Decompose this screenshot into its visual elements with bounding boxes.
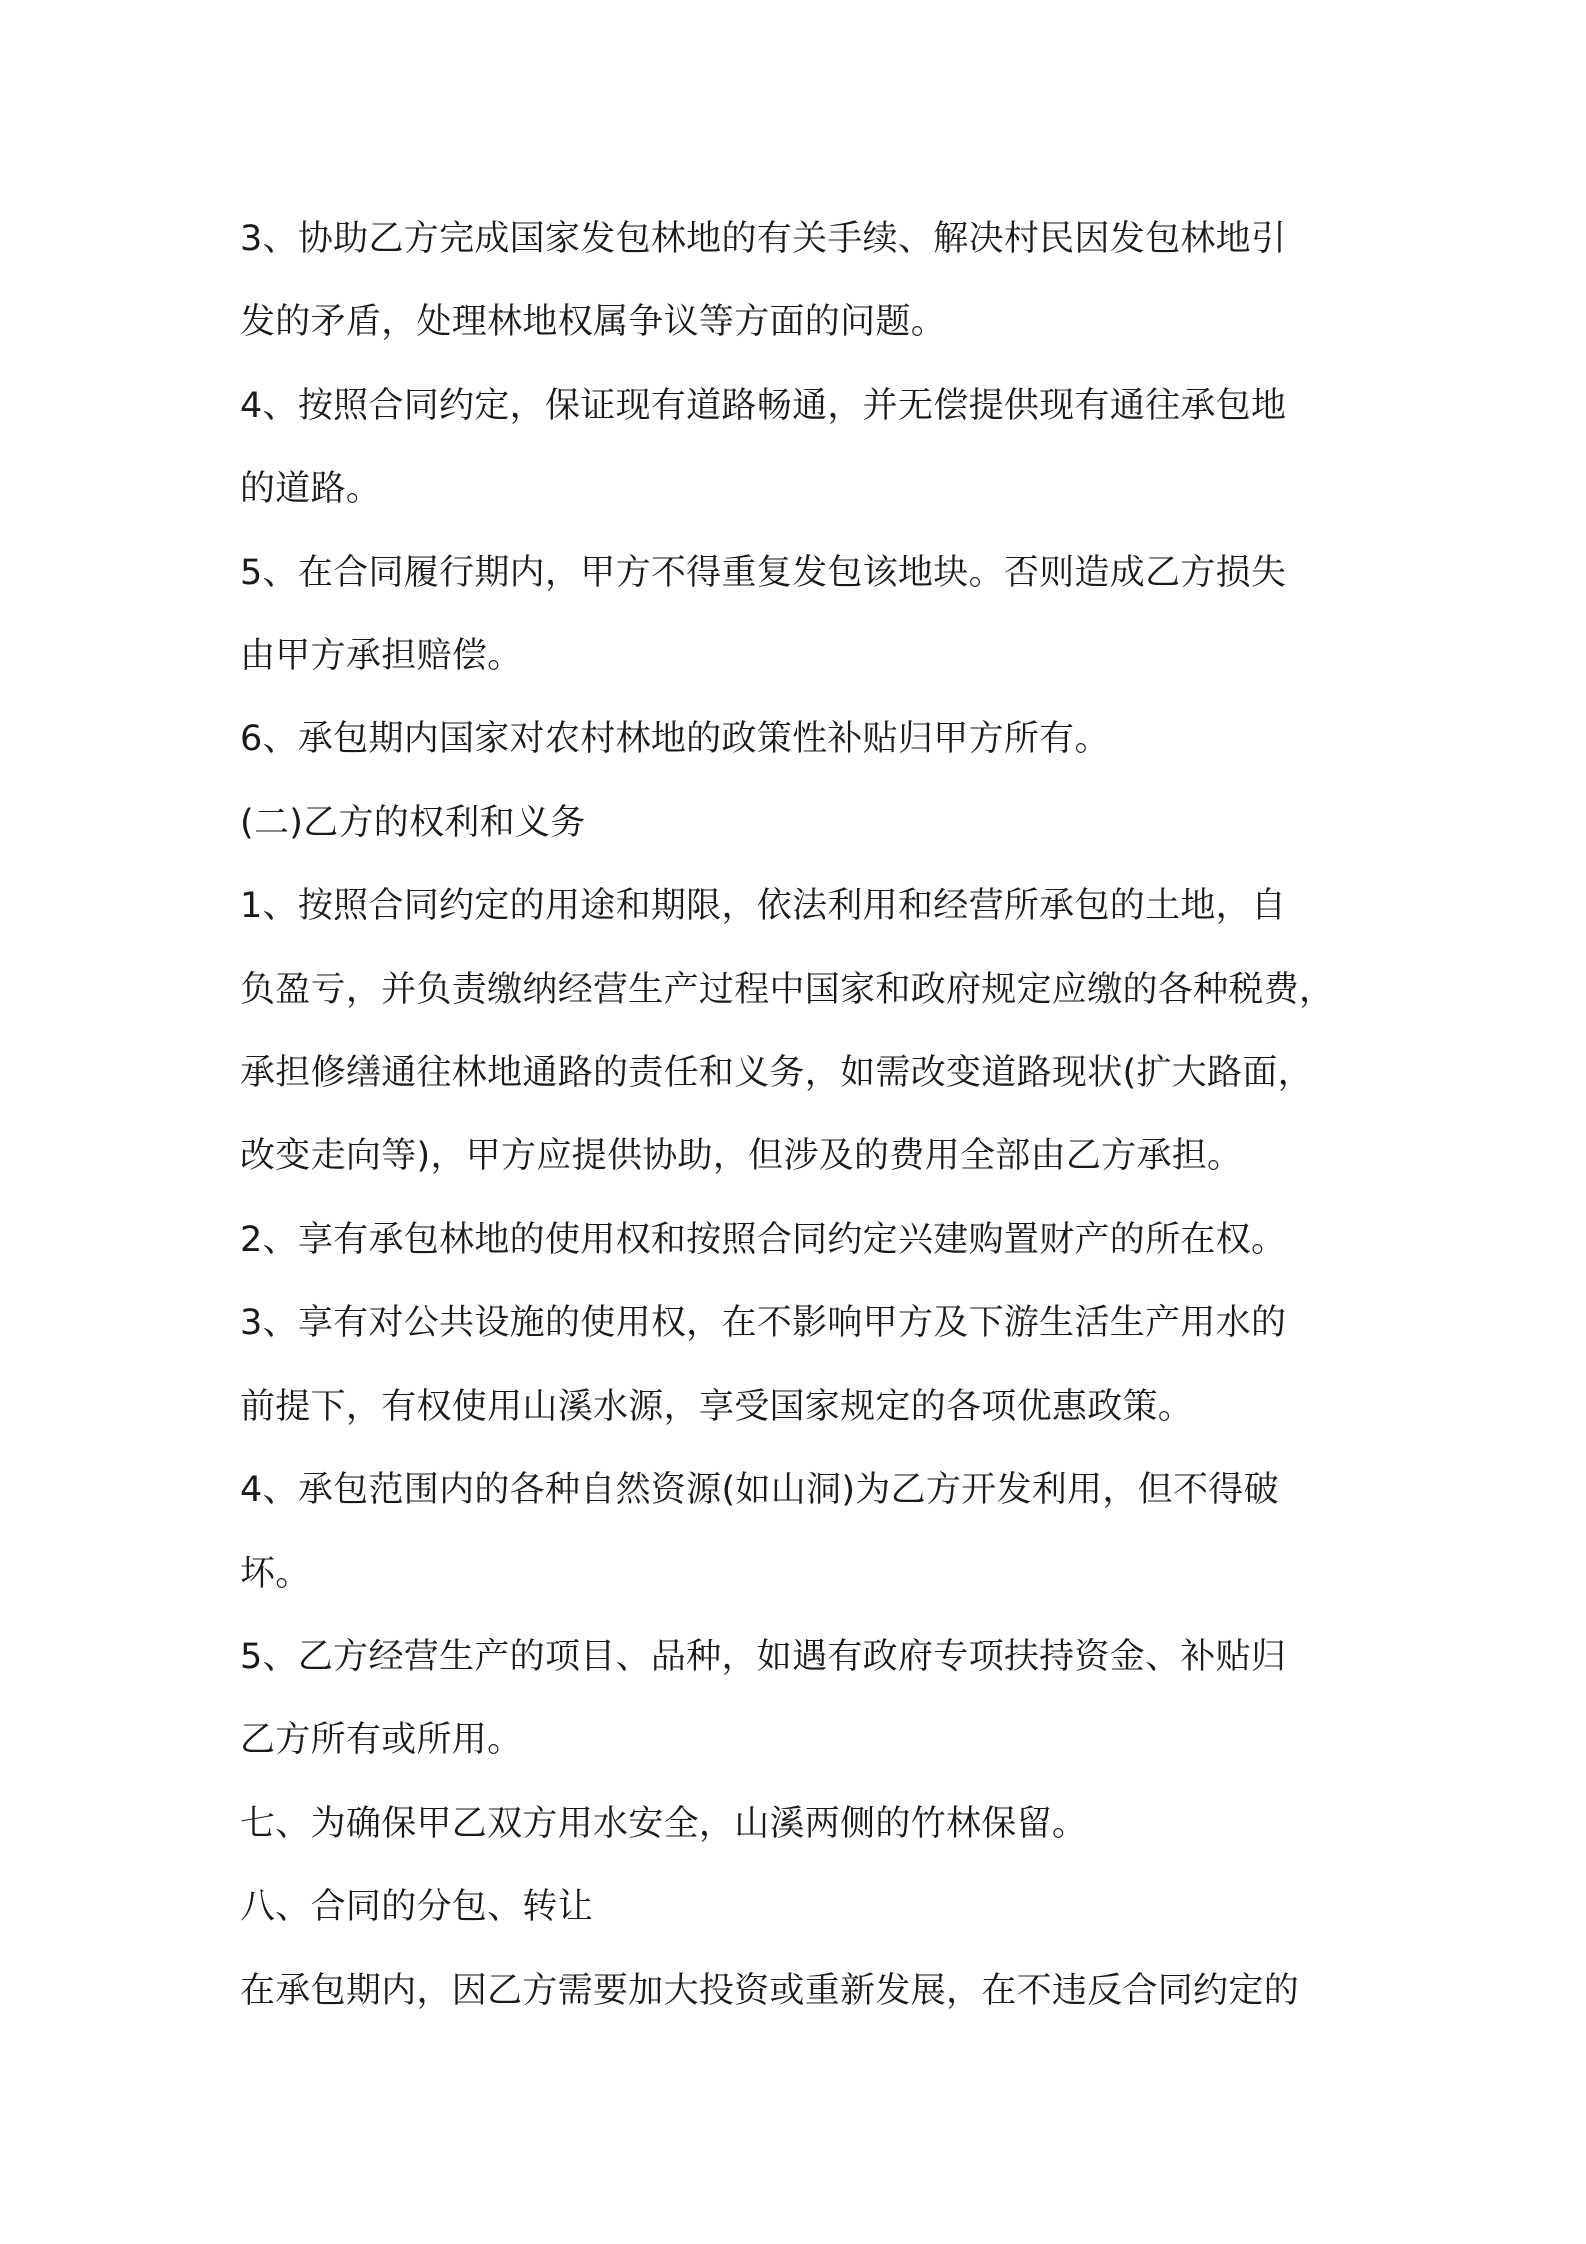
text-line: 4、按照合同约定，保证现有道路畅通，并无偿提供现有通往承包地 — [240, 385, 1287, 426]
text-line: 改变走向等)，甲方应提供协助，但涉及的费用全部由乙方承担。 — [240, 1136, 1243, 1177]
text-line: 5、在合同履行期内，甲方不得重复发包该地块。否则造成乙方损失 — [240, 552, 1287, 593]
text-line: 前提下，有权使用山溪水源，享受国家规定的各项优惠政策。 — [240, 1386, 1194, 1427]
text-line: 承担修缮通往林地通路的责任和义务，如需改变道路现状(扩大路面， — [240, 1053, 1313, 1094]
text-line: 1、按照合同约定的用途和期限，依法利用和经营所承包的土地，自 — [240, 886, 1287, 927]
text-line: 的道路。 — [240, 469, 382, 510]
text-line: 3、协助乙方完成国家发包林地的有关手续、解决村民因发包林地引 — [240, 219, 1287, 259]
text-line: 3、享有对公共设施的使用权，在不影响甲方及下游生活生产用水的 — [240, 1303, 1287, 1344]
text-line: 5、乙方经营生产的项目、品种，如遇有政府专项扶持资金、补贴归 — [240, 1636, 1287, 1677]
document-body — [240, 198, 1370, 2033]
text-line: 在承包期内，因乙方需要加大投资或重新发展，在不违反合同约定的 — [240, 1970, 1300, 2011]
text-line: 由甲方承担赔偿。 — [240, 636, 523, 677]
text-line: 4、承包范围内的各种自然资源(如山洞)为乙方开发利用，但不得破 — [240, 1470, 1279, 1511]
text-line: 乙方所有或所用。 — [240, 1720, 523, 1761]
text-line: 2、享有承包林地的使用权和按照合同约定兴建购置财产的所在权。 — [240, 1219, 1287, 1260]
text-line: 负盈亏，并负责缴纳经营生产过程中国家和政府规定应缴的各种税费， — [240, 969, 1335, 1010]
section-heading: 八、合同的分包、转让 — [240, 1887, 594, 1928]
section-heading: (二)乙方的权利和义务 — [240, 802, 586, 843]
text-line: 坏。 — [240, 1553, 311, 1594]
text-line: 6、承包期内国家对农村林地的政策性补贴归甲方所有。 — [240, 719, 1110, 760]
section-heading: 七、为确保甲乙双方用水安全，山溪两侧的竹林保留。 — [240, 1803, 1088, 1844]
text-line: 发的矛盾，处理林地权属争议等方面的问题。 — [240, 302, 947, 343]
